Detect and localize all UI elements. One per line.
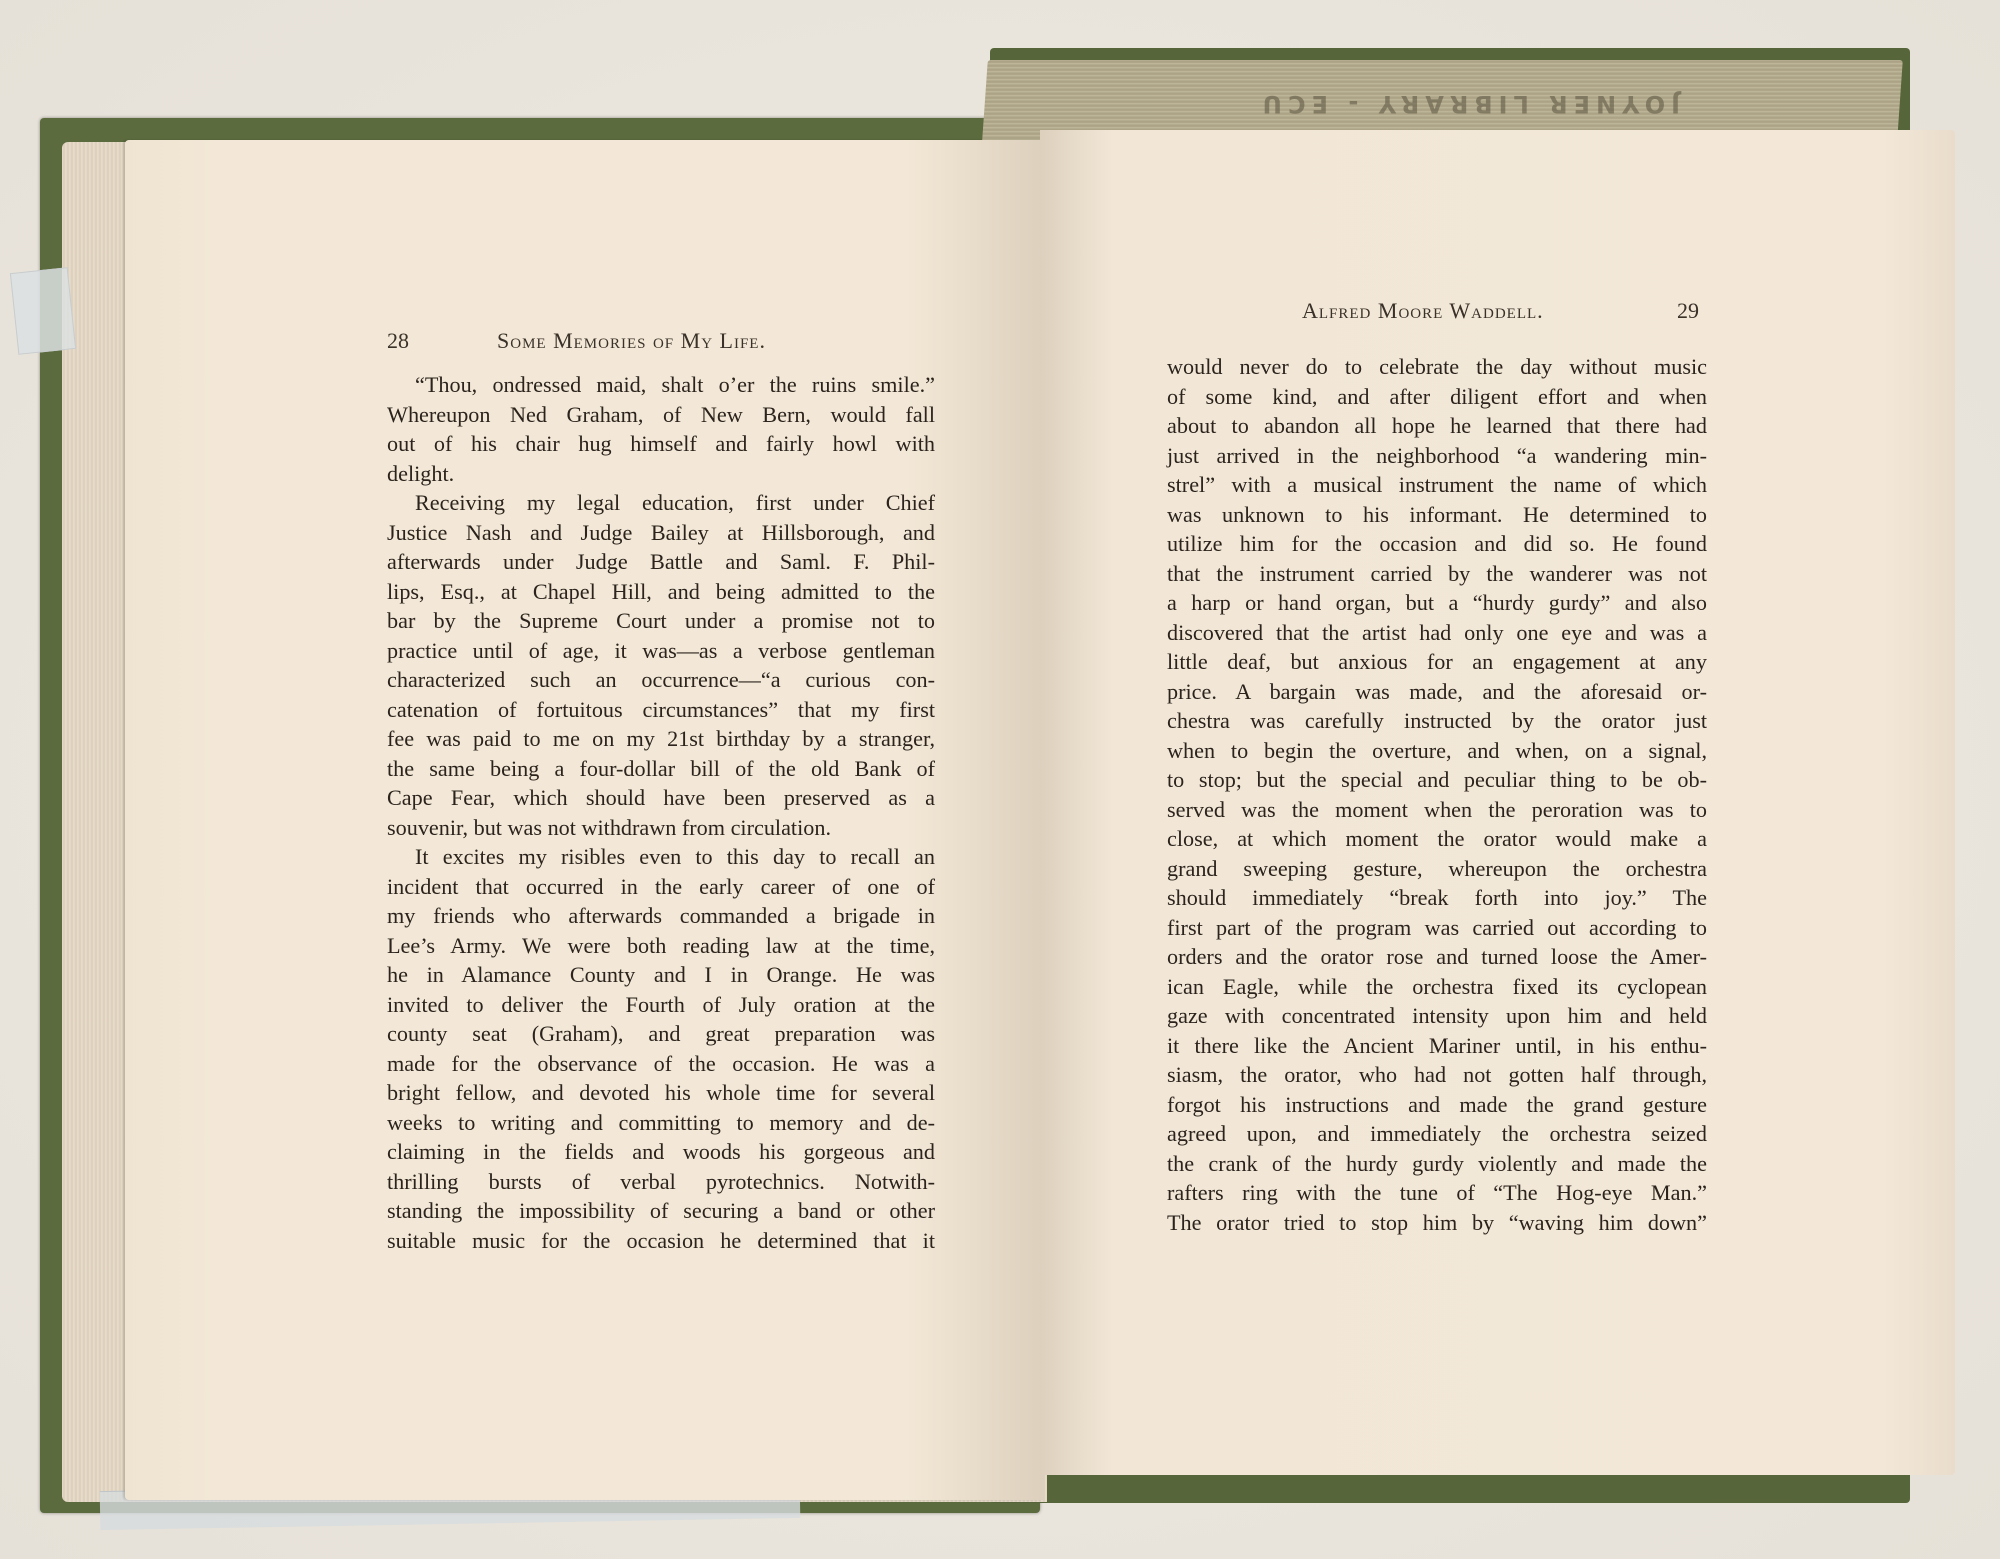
text-line: Cape Fear, which should have been preserved as a (387, 785, 935, 810)
text-line: souvenir, but was not withdrawn from circulation. (387, 814, 831, 840)
text-line: close, at which moment the orator would make a (1167, 826, 1707, 851)
text-line: thrilling bursts of verbal pyrotechnics. Notwith- (387, 1168, 935, 1194)
text-line: lips, Esq., at Chapel Hill, and being admitted to the (387, 578, 935, 604)
left-running-head (497, 328, 766, 354)
text-line: agreed upon, and immediately the orchestra seized (1167, 1121, 1707, 1146)
text-line: The orator tried to stop him by “waving him down” (1167, 1209, 1707, 1235)
text-line: bright fellow, and devoted his whole time for several (387, 1080, 935, 1105)
text-line: strel” with a musical instrument the name of which (1167, 472, 1707, 497)
text-line: the crank of the hurdy gurdy violently and made the (1167, 1150, 1707, 1176)
left-running-head-text: Some Memories of My Life. (497, 328, 766, 353)
text-line: rafters ring with the tune of “The Hog-eye Man.” (1167, 1180, 1707, 1205)
text-line: weeks to writing and committing to memory and de- (387, 1109, 935, 1135)
text-line: to stop; but the special and peculiar thing to be ob- (1167, 767, 1707, 792)
text-line: characterized such an occurrence—“a curious con- (387, 667, 935, 692)
text-line: Justice Nash and Judge Bailey at Hillsborough, and (387, 519, 935, 545)
text-line: catenation of fortuitous circumstances” that my first (387, 696, 935, 722)
text-line: should immediately “break forth into joy.” The (1167, 885, 1707, 910)
text-line: claiming in the fields and woods his gorgeous and (387, 1139, 935, 1164)
text-line: grand sweeping gesture, whereupon the orchestra (1167, 855, 1707, 881)
text-line: utilize him for the occasion and did so. He found (1167, 531, 1707, 556)
text-line: incident that occurred in the early career of one of (387, 873, 935, 899)
text-line: was unknown to his informant. He determined to (1167, 501, 1707, 527)
text-line: discovered that the artist had only one eye and was a (1167, 619, 1707, 645)
left-page (125, 140, 1043, 1500)
text-line: Lee’s Army. We were both reading law at the time, (387, 932, 935, 958)
text-line: when to begin the overture, and when, on a signal, (1167, 737, 1707, 763)
text-line: price. A bargain was made, and the aforesaid or- (1167, 678, 1707, 704)
right-running-head-text: Alfred Moore Waddell. (1302, 298, 1544, 323)
text-line: bar by the Supreme Court under a promise not to (387, 608, 935, 633)
text-line: chestra was carefully instructed by the orator just (1167, 708, 1707, 733)
text-line: “Thou, ondressed maid, shalt o’er the ruins smile.” (415, 372, 935, 397)
right-page (1040, 130, 1955, 1475)
library-edge-stamp: JOYNER LIBRARY - ECU (1256, 90, 1680, 118)
text-line: first part of the program was carried out according to (1167, 914, 1707, 940)
right-page-number: 29 (1677, 298, 1699, 323)
text-line: siasm, the orator, who had not gotten half through, (1167, 1062, 1707, 1087)
text-line: orders and the orator rose and turned loose the Amer- (1167, 944, 1707, 969)
text-line: made for the observance of the occasion. He was a (387, 1050, 935, 1076)
text-line: Receiving my legal education, first under Chief (415, 490, 935, 515)
text-line: Whereupon Ned Graham, of New Bern, would fall (387, 401, 935, 427)
text-line: a harp or hand organ, but a “hurdy gurdy” and also (1167, 590, 1707, 615)
text-line: my friends who afterwards commanded a brigade in (387, 903, 935, 928)
text-line: just arrived in the neighborhood “a wandering min- (1167, 442, 1707, 468)
text-line: little deaf, but anxious for an engagement at any (1167, 649, 1707, 674)
text-line: that the instrument carried by the wanderer was not (1167, 560, 1707, 586)
text-line: afterwards under Judge Battle and Saml. F. Phil- (387, 549, 935, 574)
right-page-body (1167, 352, 1707, 1237)
text-line: about to abandon all hope he learned that there had (1167, 413, 1707, 438)
text-line: would never do to celebrate the day without music (1167, 354, 1707, 379)
text-line: out of his chair hug himself and fairly howl with (387, 431, 935, 456)
repair-tape (10, 267, 76, 355)
text-line: standing the impossibility of securing a band or other (387, 1198, 935, 1223)
left-page-number: 28 (387, 328, 409, 353)
text-line: suitable music for the occasion he determined that it (387, 1227, 935, 1253)
text-line: It excites my risibles even to this day to recall an (415, 844, 935, 869)
text-line: the same being a four-dollar bill of the old Bank of (387, 755, 935, 781)
text-line: forgot his instructions and made the grand gesture (1167, 1091, 1707, 1117)
text-line: invited to deliver the Fourth of July oration at the (387, 991, 935, 1017)
text-line: delight. (387, 460, 455, 486)
text-line: he in Alamance County and I in Orange. He was (387, 962, 935, 987)
text-line: served was the moment when the peroration was to (1167, 796, 1707, 822)
text-line: fee was paid to me on my 21st birthday by a stranger, (387, 726, 935, 751)
text-line: county seat (Graham), and great preparation was (387, 1021, 935, 1046)
text-line: practice until of age, it was—as a verbose gentleman (387, 637, 935, 663)
text-line: it there like the Ancient Mariner until, in his enthu- (1167, 1032, 1707, 1058)
text-line: ican Eagle, while the orchestra fixed its cyclopean (1167, 973, 1707, 999)
text-line: gaze with concentrated intensity upon him and held (1167, 1003, 1707, 1028)
text-line: of some kind, and after diligent effort and when (1167, 383, 1707, 409)
right-running-head (1302, 298, 1544, 324)
left-page-body (387, 370, 935, 1255)
